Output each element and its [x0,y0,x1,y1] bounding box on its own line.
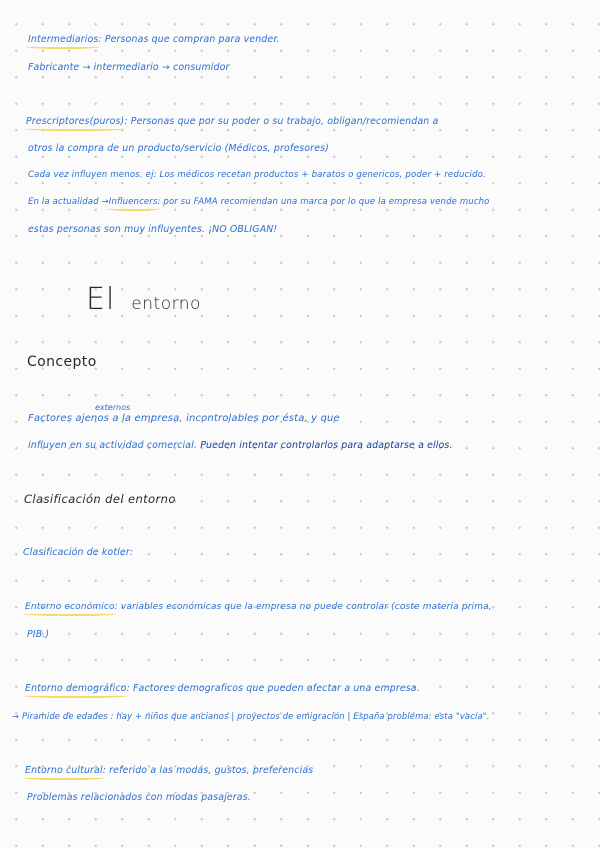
concepto-superscript: externos [95,403,131,412]
prescriptores-line-2: otros la compra de un producto/servicio (Médicos, profesores) [28,143,329,154]
concepto-line-2 [28,440,453,451]
entorno-title-rest: entorno [131,294,201,314]
prescriptores-term: Prescriptores(puros) [26,116,125,127]
demografico-term: Entorno demográfico [25,683,127,694]
economico-line-1 [25,602,492,612]
concepto-line-1: Factores ajenos a la empresa, incontrolables por ésta, y que [28,413,340,424]
prescriptores-line-3: Cada vez influyen menos. ej: Los médicos recetan productos + baratos o genericos, poder + reducido. [28,170,486,180]
economico-term: Entorno económico [25,602,115,612]
prescriptores-line-5: estas personas son muy influyentes. ¡NO OBLIGAN! [28,224,278,235]
intermediarios-definition: : Personas que compran para vender. [98,34,280,45]
influencers-definition: : por su FAMA recomiendan una marca por lo que la empresa vende mucho [157,197,490,207]
influencers-prefix: En la actualidad → [28,197,109,207]
concepto-heading: Concepto [27,354,97,370]
prescriptores-line-1 [26,116,438,127]
economico-definition: : variables económicas que la empresa no puede controlar (coste materia prima, [114,602,492,612]
concepto-line-2a: influyen en su actividad comercial. [28,440,198,451]
entorno-title [86,282,201,317]
demografico-line-1 [25,683,420,694]
prescriptores-definition: : Personas que por su poder o su trabajo, obligan/recomiendan a [124,116,439,127]
cultural-line-1 [25,765,313,776]
entorno-title-big: El [86,282,116,317]
chain-line: Fabricante → intermediario → consumidor [28,62,230,73]
cultural-definition: : referido a las modas, gustos, preferencias [102,765,314,776]
influencers-line [28,197,490,207]
influencers-term: Influencers [108,197,158,207]
cultural-term: Entorno cultural [25,765,103,776]
economico-line-2: PIB.) [27,629,50,640]
demografico-bullet: → Piramide de edades : hay + niños que ancianos | proyectos de emigración | España problema: esta "vacía". [12,711,490,721]
kotler-line: Clasificación de kotler: [23,547,134,558]
cultural-line-2: Problemas relacionados con modas pasajeras. [27,792,251,803]
clasificacion-heading: Clasificación del entorno [24,492,176,506]
intermediarios-line [28,34,280,45]
concepto-line-2b: Pueden intentar controlarlos para adaptarse a ellos. [200,440,453,451]
intermediarios-term: Intermediarios [28,34,99,45]
demografico-definition: : Factores demograficos que pueden afectar a una empresa. [126,683,420,694]
